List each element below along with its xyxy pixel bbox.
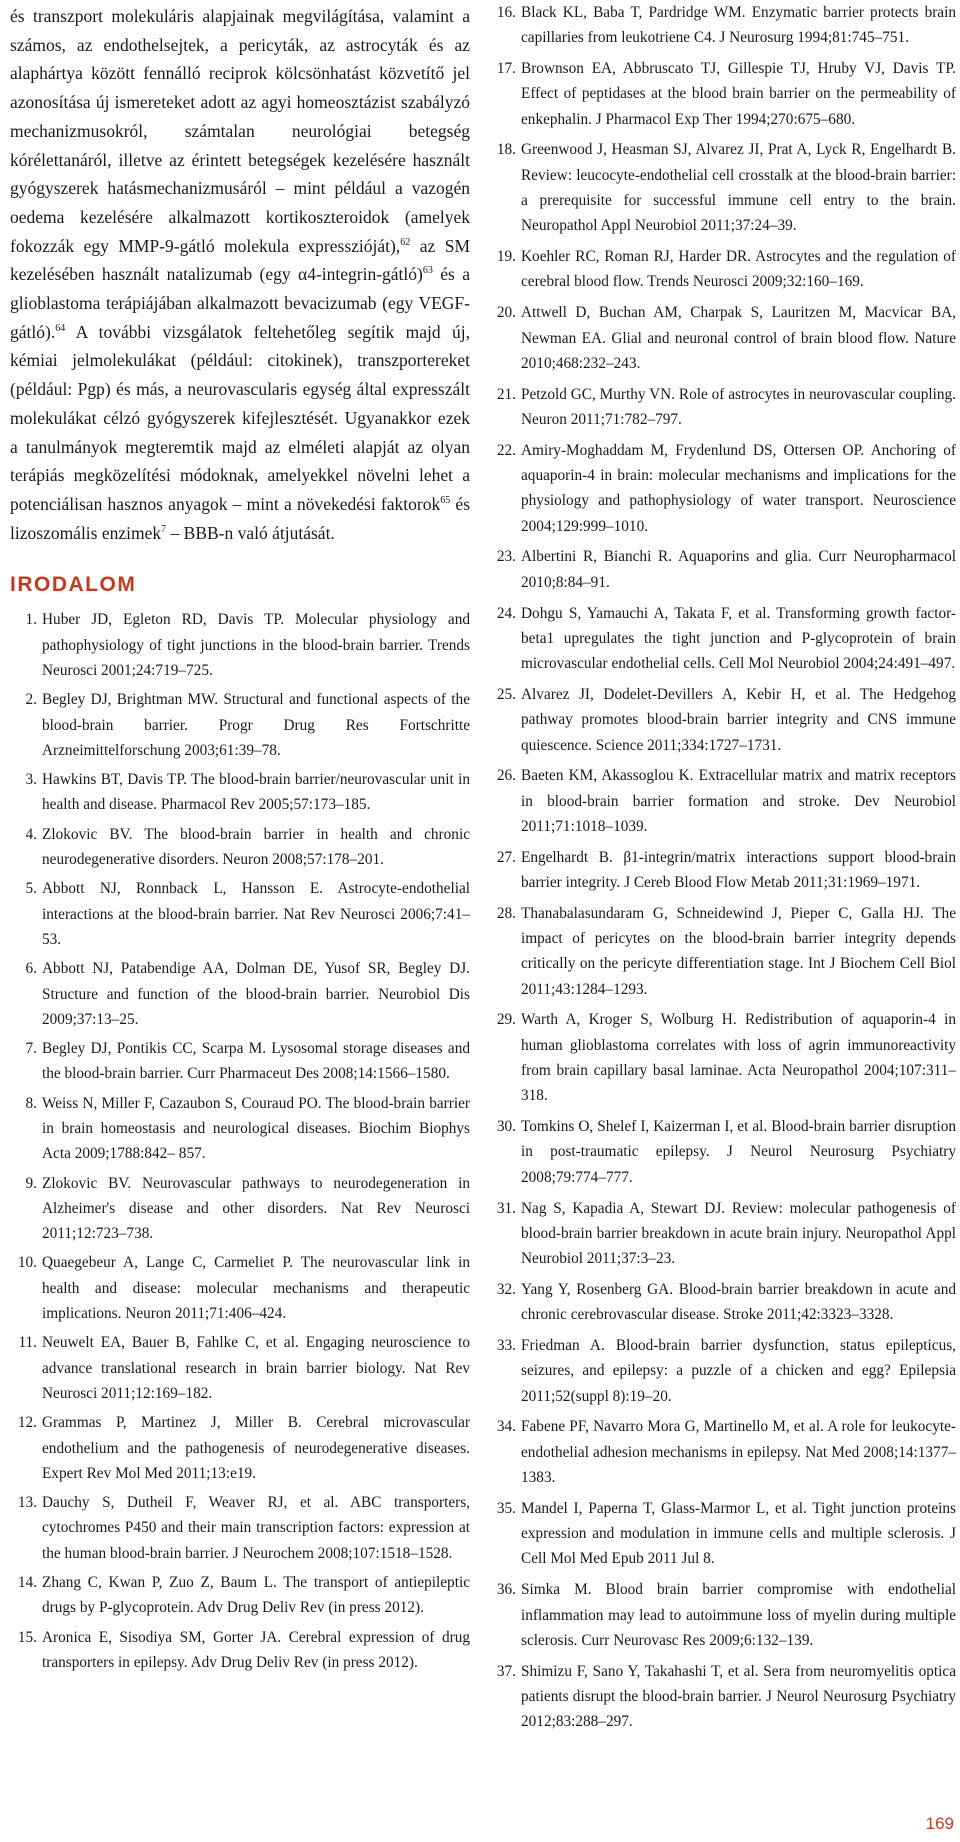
- reference-number: 35.: [496, 1499, 516, 1517]
- reference-number: 24.: [496, 604, 516, 622]
- reference-item: [10, 1091, 470, 1167]
- reference-number: 20.: [496, 304, 516, 322]
- paragraph-text: – BBB-n való átjutását.: [166, 522, 335, 543]
- reference-number: 12.: [17, 1414, 37, 1432]
- reference-number: 9.: [25, 1174, 37, 1192]
- reference-item: [10, 607, 470, 683]
- reference-number: 14.: [17, 1574, 37, 1592]
- reference-text: Aronica E, Sisodiya SM, Gorter JA. Cerebral expression of drug transporters in epilepsy. Adv Drug Deliv Rev (in press 2012).: [42, 1628, 470, 1671]
- reference-item: [489, 382, 956, 433]
- reference-item: [489, 1007, 956, 1108]
- reference-text: Nag S, Kapadia A, Stewart DJ. Review: molecular pathogenesis of blood-brain barrier breakdown in acute brain injury. Neuropathol Appl Neurobiol 2011;37:3–23.: [521, 1199, 956, 1268]
- reference-number: 28.: [496, 904, 516, 922]
- reference-item: [10, 687, 470, 763]
- section-heading: IRODALOM: [10, 573, 137, 597]
- intro-paragraph: [10, 2, 470, 547]
- reference-text: Mandel I, Paperna T, Glass-Marmor L, et al. Tight junction proteins expression and modulation in immune cells and multiple sclerosis. J Cell Mol Med Epub 2011 Jul 8.: [521, 1499, 956, 1568]
- reference-text: Alvarez JI, Dodelet-Devillers A, Kebir H, et al. The Hedgehog pathway promotes blood-brain barrier integrity and CNS immune quiescence. Science 2011;334:1727–1731.: [521, 685, 956, 754]
- reference-text: Warth A, Kroger S, Wolburg H. Redistribution of aquaporin-4 in human glioblastoma correlates with loss of agrin immunoreactivity from brain capillary basal laminae. Acta Neuropathol 2004;107:311–318.: [521, 1011, 956, 1105]
- reference-number: 25.: [496, 685, 516, 703]
- reference-number: 4.: [25, 825, 37, 843]
- reference-item: [489, 901, 956, 1002]
- reference-text: Simka M. Blood brain barrier compromise with endothelial inflammation may lead to autoimmune loss of myelin during multiple sclerosis. Curr Neurovasc Res 2009;6:132–139.: [521, 1581, 956, 1649]
- reference-number: 36.: [496, 1581, 516, 1599]
- reference-number: 18.: [496, 141, 516, 159]
- page-number: 169: [925, 1814, 954, 1833]
- paragraph-text: és a glioblastoma terápiájában alkalmazott bevacizumab (egy VEGF-gátló).: [10, 264, 470, 342]
- reference-number: 15.: [17, 1628, 37, 1646]
- reference-text: Abbott NJ, Ronnback L, Hansson E. Astrocyte-endothelial interactions at the blood-brain barrier. Nat Rev Neurosci 2006;7:41–53.: [42, 880, 470, 948]
- reference-number: 1.: [25, 611, 37, 629]
- reference-text: Hawkins BT, Davis TP. The blood-brain barrier/neurovascular unit in health and disease. Pharmacol Rev 2005;57:173–185.: [42, 771, 470, 814]
- reference-number: 23.: [496, 548, 516, 566]
- reference-text: Tomkins O, Shelef I, Kaizerman I, et al. Blood-brain barrier disruption in post-traumatic epilepsy. J Neurol Neurosurg Psychiatry 2008;79:774–777.: [521, 1118, 956, 1186]
- reference-item: [489, 1577, 956, 1653]
- reference-text: Zlokovic BV. The blood-brain barrier in health and chronic neurodegenerative disorders. Neuron 2008;57:178–201.: [42, 825, 470, 869]
- reference-list-left: [10, 607, 470, 1675]
- reference-number: 27.: [496, 848, 516, 866]
- reference-item: [10, 822, 470, 873]
- reference-text: Shimizu F, Sano Y, Takahashi T, et al. Sera from neuromyelitis optica patients disrupt the blood-brain barrier. J Neurol Neurosurg Psychiatry 2012;83:288–297.: [521, 1662, 956, 1731]
- reference-text: Koehler RC, Roman RJ, Harder DR. Astrocytes and the regulation of cerebral blood flow. Trends Neurosci 2009;32:160–169.: [521, 248, 956, 291]
- reference-item: [489, 56, 956, 132]
- reference-text: Neuwelt EA, Bauer B, Fahlke C, et al. Engaging neuroscience to advance translational research in brain barrier biology. Nat Rev Neurosci 2011;12:169–182.: [42, 1334, 470, 1402]
- citation-superscript: 7: [161, 523, 167, 535]
- reference-number: 33.: [496, 1337, 516, 1355]
- reference-number: 34.: [496, 1418, 516, 1436]
- paragraph-text: és transzport molekuláris alapjainak megvilágítása, valamint a számos, az endothelsejtek, a pericyták, az astrocyták és az alaphártya között fennálló reciprok kölcsönhatást közvetítő jel azonosítása új ismereteket adott az agyi homeosztázist szabályzó mechanizmusokról, számtalan neurológiai betegség kórélettanáról, illetve az érintett betegségek kezelésére használt gyógyszerek hatásmechanizmusáról – mint például a vazogén oedema kezelésére alkalmazott kortikoszteroidok (amelyek fokozzák egy MMP-9-gátló molekula expresszióját),: [10, 6, 470, 256]
- reference-number: 11.: [18, 1334, 37, 1352]
- reference-number: 13.: [17, 1494, 37, 1512]
- reference-item: [10, 1625, 470, 1676]
- reference-number: 30.: [496, 1118, 516, 1136]
- reference-number: 10.: [17, 1254, 37, 1272]
- reference-text: Quaegebeur A, Lange C, Carmeliet P. The neurovascular link in health and disease: molecular mechanisms and therapeutic implications. Neuron 2011;71:406–424.: [42, 1254, 470, 1323]
- reference-text: Zlokovic BV. Neurovascular pathways to neurodegeneration in Alzheimer's disease and other disorders. Nat Rev Neurosci 2011;12:723–738.: [42, 1174, 470, 1243]
- reference-number: 17.: [496, 60, 516, 78]
- reference-item: [489, 1196, 956, 1272]
- reference-item: [489, 1414, 956, 1490]
- citation-superscript: 65: [440, 495, 451, 507]
- reference-text: Baeten KM, Akassoglou K. Extracellular matrix and matrix receptors in blood-brain barrier formation and stroke. Dev Neurobiol 2011;71:1018–1039.: [521, 767, 956, 835]
- reference-item: [489, 1277, 956, 1328]
- reference-item: [10, 1171, 470, 1247]
- reference-text: Friedman A. Blood-brain barrier dysfunction, status epilepticus, seizures, and epilepsy: a puzzle of a chicken and egg? Epilepsia 2011;52(suppl 8):19–20.: [521, 1337, 956, 1405]
- reference-number: 3.: [25, 771, 37, 789]
- reference-item: [489, 244, 956, 295]
- reference-item: [489, 682, 956, 758]
- left-column: [10, 0, 470, 1679]
- reference-text: Greenwood J, Heasman SJ, Alvarez JI, Prat A, Lyck R, Engelhardt B. Review: leucocyte-endothelial cell crosstalk at the blood-brain barrier: a prerequisite for successful immune cell entry to the brain. Neuropathol Appl Neurobiol 2011;37:24–39.: [521, 141, 956, 235]
- reference-item: [489, 1496, 956, 1572]
- reference-text: Dauchy S, Dutheil F, Weaver RJ, et al. ABC transporters, cytochromes P450 and their main transcription factors: expression at the human blood-brain barrier. J Neurochem 2008;107:1518–1528.: [42, 1494, 470, 1562]
- right-column: [489, 0, 956, 1740]
- paragraph-text: A további vizsgálatok feltehetőleg segítik majd új, kémiai jelmolekulákat (például: citokinek), transzportereket (például: Pgp) és más, a neurovascularis egység által expresszált molekulákat célzó gyógyszerek kifejlesztését. Ugyanakkor ezek a tanulmányok megteremtik majd az elméleti alapját az olyan terápiás megközelítési módoknak, amelyekkel növelni lehet a potenciálisan hasznos anyagok – mint a növekedési faktorok: [10, 321, 470, 514]
- reference-text: Begley DJ, Brightman MW. Structural and functional aspects of the blood-brain barrier. Progr Drug Res Fortschritte Arzneimittelforschung 2003;61:39–78.: [42, 691, 470, 759]
- reference-item: [489, 544, 956, 595]
- reference-number: 8.: [25, 1094, 37, 1112]
- reference-item: [10, 1570, 470, 1621]
- reference-item: [489, 845, 956, 896]
- reference-text: Attwell D, Buchan AM, Charpak S, Lauritzen M, Macvicar BA, Newman EA. Glial and neuronal control of brain blood flow. Nature 2010;468:232–243.: [521, 304, 956, 372]
- reference-item: [10, 1036, 470, 1087]
- reference-item: [489, 137, 956, 238]
- reference-item: [489, 300, 956, 376]
- reference-text: Petzold GC, Murthy VN. Role of astrocytes in neurovascular coupling. Neuron 2011;71:782–797.: [521, 385, 956, 428]
- reference-number: 22.: [496, 441, 516, 459]
- reference-number: 32.: [496, 1280, 516, 1298]
- reference-text: Begley DJ, Pontikis CC, Scarpa M. Lysosomal storage diseases and the blood-brain barrier. Curr Pharmaceut Des 2008;14:1566–1580.: [42, 1040, 470, 1083]
- reference-number: 5.: [25, 880, 37, 898]
- reference-text: Zhang C, Kwan P, Zuo Z, Baum L. The transport of antiepileptic drugs by P-glycoprotein. Adv Drug Deliv Rev (in press 2012).: [42, 1574, 470, 1617]
- reference-item: [10, 1330, 470, 1406]
- reference-text: Engelhardt B. β1-integrin/matrix interactions support blood-brain barrier integrity. J Cereb Blood Flow Metab 2011;31:1969–1971.: [521, 848, 956, 891]
- reference-text: Black KL, Baba T, Pardridge WM. Enzymatic barrier protects brain capillaries from leukotriene C4. J Neurosurg 1994;81:745–751.: [521, 4, 956, 47]
- reference-text: Fabene PF, Navarro Mora G, Martinello M, et al. A role for leukocyte-endothelial adhesion mechanisms in epilepsy. Nat Med 2008;14:1377–1383.: [521, 1418, 956, 1487]
- reference-item: [489, 763, 956, 839]
- citation-superscript: 63: [422, 265, 433, 277]
- reference-item: [10, 1250, 470, 1326]
- reference-text: Amiry-Moghaddam M, Frydenlund DS, Ottersen OP. Anchoring of aquaporin-4 in brain: molecular mechanisms and implications for the physiology and pathophysiology of water transport. Neuroscience 2004;129:999–1010.: [521, 441, 956, 535]
- reference-text: Albertini R, Bianchi R. Aquaporins and glia. Curr Neuropharmacol 2010;8:84–91.: [521, 548, 956, 591]
- reference-text: Yang Y, Rosenberg GA. Blood-brain barrier breakdown in acute and chronic cerebrovascular disease. Stroke 2011;42:3323–3328.: [521, 1280, 956, 1324]
- reference-list-right: [489, 0, 956, 1735]
- reference-item: [10, 956, 470, 1032]
- reference-number: 7.: [25, 1040, 37, 1058]
- reference-text: Thanabalasundaram G, Schneidewind J, Pieper C, Galla HJ. The impact of pericytes on the blood-brain barrier integrity depends critically on the pericyte differentiation stage. Int J Biochem Cell Biol 2011;43:1284–1293.: [521, 904, 956, 998]
- reference-item: [10, 1410, 470, 1486]
- paragraph-text: az SM kezelésében használt natalizumab (egy α4-integrin-gátló): [10, 235, 471, 285]
- reference-text: Grammas P, Martinez J, Miller B. Cerebral microvascular endothelium and the pathogenesis of neurodegenerative diseases. Expert Rev Mol Med 2011;13:e19.: [42, 1414, 470, 1482]
- reference-item: [489, 1659, 956, 1735]
- reference-item: [489, 0, 956, 51]
- reference-item: [10, 876, 470, 952]
- reference-item: [489, 1114, 956, 1190]
- reference-item: [10, 767, 470, 818]
- reference-item: [10, 1490, 470, 1566]
- reference-item: [489, 601, 956, 677]
- reference-number: 29.: [496, 1011, 516, 1029]
- reference-text: Brownson EA, Abbruscato TJ, Gillespie TJ, Hruby VJ, Davis TP. Effect of peptidases at the blood brain barrier on the permeability of enkephalin. J Pharmacol Exp Ther 1994;270:675–680.: [521, 60, 956, 128]
- citation-superscript: 62: [400, 236, 411, 248]
- reference-number: 21.: [496, 385, 516, 403]
- reference-number: 2.: [25, 691, 37, 709]
- reference-number: 31.: [496, 1199, 516, 1217]
- reference-text: Weiss N, Miller F, Cazaubon S, Couraud PO. The blood-brain barrier in brain homeostasis and neurological diseases. Biochim Biophys Acta 2009;1788:842– 857.: [42, 1094, 470, 1163]
- citation-superscript: 64: [55, 322, 66, 334]
- paragraph-text: és lizoszomális enzimek: [10, 493, 471, 543]
- reference-number: 19.: [496, 248, 516, 266]
- reference-number: 37.: [496, 1662, 516, 1680]
- reference-text: Huber JD, Egleton RD, Davis TP. Molecular physiology and pathophysiology of tight junctions in the blood-brain barrier. Trends Neurosci 2001;24:719–725.: [42, 611, 470, 679]
- reference-number: 6.: [25, 960, 37, 978]
- reference-item: [489, 1333, 956, 1409]
- reference-item: [489, 438, 956, 539]
- reference-text: Abbott NJ, Patabendige AA, Dolman DE, Yusof SR, Begley DJ. Structure and function of the blood-brain barrier. Neurobiol Dis 2009;37:13–25.: [42, 960, 470, 1028]
- reference-number: 16.: [496, 4, 516, 21]
- reference-text: Dohgu S, Yamauchi A, Takata F, et al. Transforming growth factor-beta1 upregulates the tight junction and P-glycoprotein of brain microvascular endothelial cells. Cell Mol Neurobiol 2004;24:491–497.: [521, 604, 956, 673]
- reference-number: 26.: [496, 767, 516, 785]
